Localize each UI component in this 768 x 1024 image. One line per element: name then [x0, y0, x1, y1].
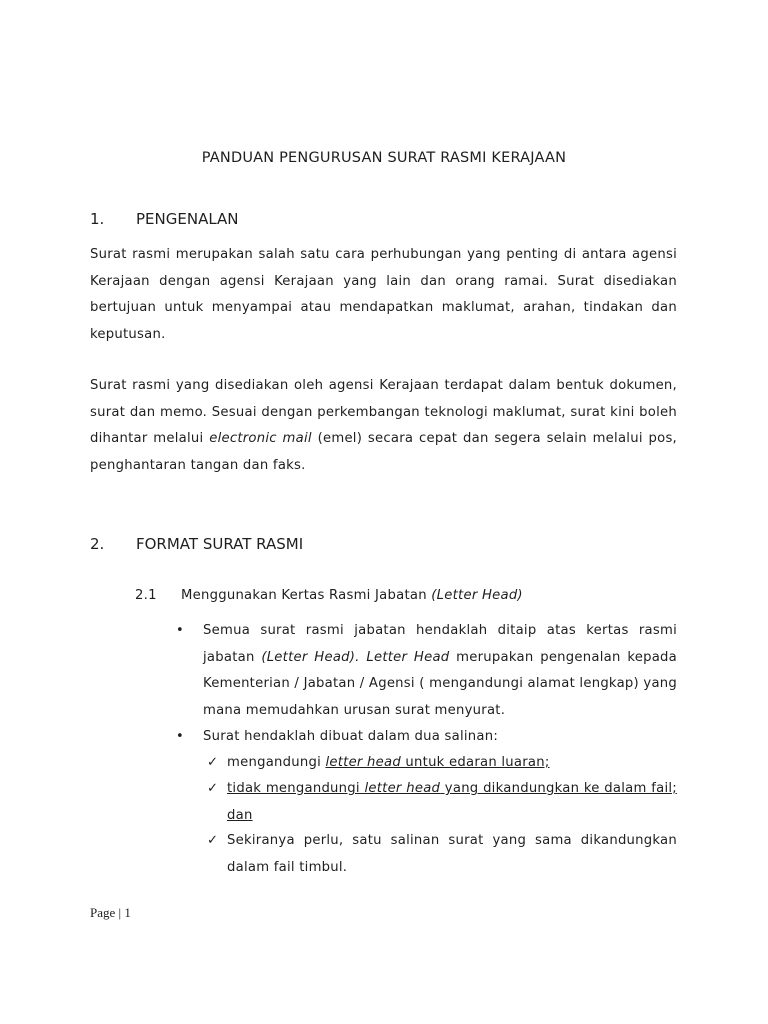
check-icon: ✓ — [207, 781, 219, 796]
bullet-icon: • — [176, 729, 184, 744]
check-item-2: ✓ tidak mengandungi letter head yang dikandungkan ke dalam fail; dan — [207, 776, 677, 829]
subsection-2-1-text: Menggunakan Kertas Rasmi Jabatan — [181, 588, 432, 603]
section-2-heading — [90, 535, 303, 553]
check-icon: ✓ — [207, 755, 219, 770]
electronic-mail-term: electronic mail — [209, 431, 312, 446]
check-icon: ✓ — [207, 833, 219, 848]
subsection-2-1 — [135, 588, 523, 603]
check-item-1: ✓ mengandungi letter head untuk edaran luaran; — [207, 750, 677, 777]
section-1-paragraph-2: Surat rasmi yang disediakan oleh agensi Kerajaan terdapat dalam bentuk dokumen, surat dan memo. Sesuai dengan perkembangan teknologi maklumat, surat kini boleh dihantar melalui electronic mail (emel) secara cepat dan segera selain melalui pos, penghantaran tangan dan faks. — [90, 378, 678, 473]
check-item-3: ✓ Sekiranya perlu, satu salinan surat yang sama dikandungkan dalam fail timbul. — [207, 828, 677, 881]
section-1-paragraph-1: Surat rasmi merupakan salah satu cara perhubungan yang penting di antara agensi Kerajaan dengan agensi Kerajaan yang lain dan orang ramai. Surat disediakan bertujuan untuk menyampai atau mendapatkan maklumat, arahan, tindakan dan keputusan. — [90, 247, 677, 342]
subsection-2-1-number: 2.1 — [135, 588, 157, 603]
page-footer: Page | 1 — [90, 905, 131, 920]
document-title: PANDUAN PENGURUSAN SURAT RASMI KERAJAAN — [201, 150, 567, 166]
section-1-number: 1. — [90, 210, 105, 228]
section-1-title: PENGENALAN — [136, 210, 239, 228]
subsection-2-1-italic: (Letter Head) — [431, 588, 523, 603]
section-2-number: 2. — [90, 535, 105, 553]
bullet-item-1: Semua surat rasmi jabatan hendaklah ditaip atas kertas rasmi jabatan (Letter Head). Letter Head merupakan pengenalan kepada Kementerian / Jabatan / Agensi ( mengandungi alamat lengkap) yang mana memudahkan urusan surat menyurat. — [203, 623, 677, 718]
bullet-item-2: Surat hendaklah dibuat dalam dua salinan: — [203, 729, 499, 744]
bullet-icon: • — [176, 623, 184, 638]
section-1-heading — [90, 210, 239, 228]
section-2-title: FORMAT SURAT RASMI — [136, 535, 304, 553]
